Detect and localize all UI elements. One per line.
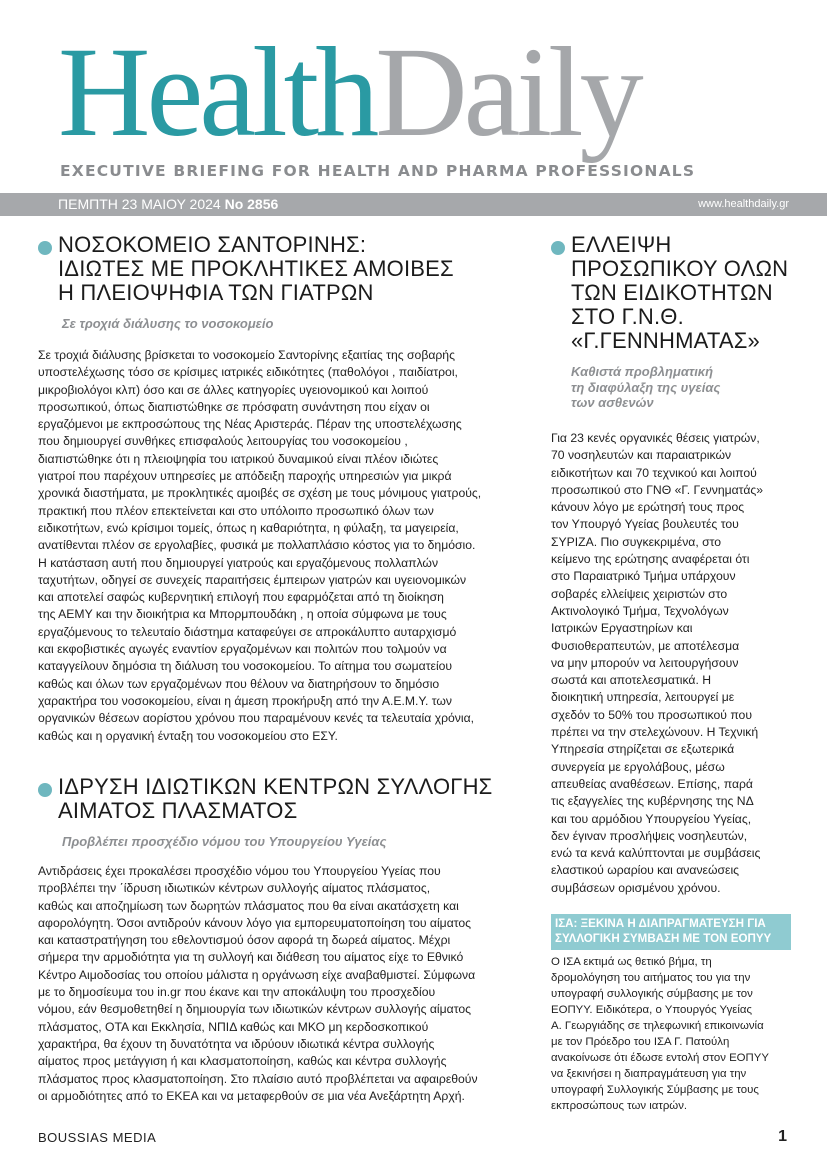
bullet-icon — [38, 241, 52, 255]
bullet-icon — [38, 783, 52, 797]
article-3-title: ΕΛΛΕΙΨΗ ΠΡΟΣΩΠΙΚΟΥ ΟΛΩΝ ΤΩΝ ΕΙΔΙΚΟΤΗΤΩΝ ΣΤΟ Γ.Ν.Θ. «Γ.ΓΕΝΝΗΜΑΤΑΣ» — [571, 232, 789, 353]
issue-number: No 2856 — [224, 196, 279, 212]
article-1-body: Σε τροχιά διάλυσης βρίσκεται το νοσοκομείο Σαντορίνης εξαιτίας της σοβαρής υποστελέχωσης τόσο σε κρίσιμες ιατρικές ειδικότητες (παθολόγοι , παιδίατροι, μικροβιολόγοι κλπ) όσο και σε άλλες κατηγορίες υγειονομικού και λοιπού προσωπικού, όπως διαπιστώθηκε σε πρόσφατη συνάντηση που είχαν οι εργαζόμενοι με εκπροσώπους της Νέας Αριστεράς. Πέραν της υποστελέχωσης που δημιουργεί συνθήκες επισφαλούς λειτουργίας του νοσοκομείου , διαπιστώθηκε ότι η πλειοψηφία του ιατρικού δυναμικού είναι πλέον ιδιώτες γιατροί που παρέχουν υπηρεσίες με απόδειξη παροχής υπηρεσιών για μικρά χρονικά διαστήματα, με προκλητικές αμοιβές σε σχέση με τους μόνιμους γιατρούς, πρακτική που πλέον επεκτείνεται και στο υπόλοιπο προσωπικό όλων των ειδικοτήτων, ενώ κρίσιμοι τομείς, όπως η καθαριότητα, η φύλαξη, τα μαγειρεία, ανατίθενται πλέον σε εργολαβίες, φυσικά με πολλαπλάσιο κόστος για το δημόσιο. Η κατάσταση αυτή που δημιουργεί γιατρούς και εργαζόμενους πολλαπλών ταχυτήτων, οδηγεί σε συνεχείς παραιτήσεις έμπειρων γιατρών και υγειονομικών και αποτελεί σαφώς κυβερνητική επιλογή που εφαρμόζεται από τη διοίκηση της ΑΕΜΥ και την διοικήτρια κα Μπορμπουδάκη , η οποία σύμφωνα με τους εργαζόμενους το τελευταίο διάστημα καταφεύγει σε απροκάλυπτο αυταρχισμό και εκφοβιστικές αγωγές εναντίον εργαζομένων και πολιτών που τολμούν να καταγγείλουν δημόσια τη διάλυση του νοσοκομείου. Το αίτημα του σωματείου καθώς και όλων των εργαζομένων που θέλουν να διατηρήσουν το δημόσιο χαρακτήρα του νοσοκομείου, είναι η άμεση προκήρυξη από την Α.Ε.Μ.Υ. των οργανικών θέσεων αορίστου χρόνου που παραμένουν κενές τα τελευταία χρόνια, καθώς και η οργανική ένταξη του νοσοκομείου στο ΕΣΥ. — [38, 348, 482, 743]
issue-date-line — [58, 196, 278, 212]
article-2-title: ΙΔΡΥΣΗ ΙΔΙΩΤΙΚΩΝ ΚΕΝΤΡΩΝ ΣΥΛΛΟΓΗΣ ΑΙΜΑΤΟΣ ΠΛΑΣΜΑΤΟΣ — [58, 774, 493, 823]
article-1-headline — [38, 233, 528, 305]
article-1-subtitle: Σε τροχιά διάλυσης το νοσοκομείο — [62, 316, 274, 331]
issue-date: ΠΕΜΠΤΗ 23 ΜΑΙΟΥ 2024 — [58, 196, 221, 212]
article-3-headline — [551, 233, 821, 353]
sidebox-title: ΙΣΑ: ΞΕΚΙΝΑ Η ΔΙΑΠΡΑΓΜΑΤΕΥΣΗ ΓΙΑ ΣΥΛΛΟΓΙΚΗ ΣΥΜΒΑΣΗ ΜΕ ΤΟΝ ΕΟΠΥΥ — [551, 914, 791, 950]
date-bar — [0, 193, 827, 216]
footer-publisher: BOUSSIAS MEDIA — [38, 1130, 157, 1145]
article-1-title: ΝΟΣΟΚΟΜΕΙΟ ΣΑΝΤΟΡΙΝΗΣ: ΙΔΙΩΤΕΣ ΜΕ ΠΡΟΚΛΗΤΙΚΕΣ ΑΜΟΙΒΕΣ Η ΠΛΕΙΟΨΗΦΙΑ ΤΩΝ ΓΙΑΤΡΩΝ — [58, 232, 454, 305]
site-url[interactable]: www.healthdaily.gr — [698, 198, 789, 210]
tagline: EXECUTIVE BRIEFING FOR HEALTH AND PHARMA PROFESSIONALS — [60, 162, 696, 180]
sidebox-body: Ο ΙΣΑ εκτιμά ως θετικό βήμα, τη δρομολόγηση του αιτήματος του για την υπογραφή συλλογικής σύμβασης με τον ΕΟΠΥΥ. Ειδικότερα, ο Υπουργός Υγείας Α. Γεωργιάδης σε τηλεφωνική επικοινωνία με τον Πρόεδρο του ΙΣΑ Γ. Πατούλη ανακοίνωσε ότι έδωσε εντολή στον ΕΟΠΥΥ να ξεκινήσει η διαπραγμάτευση για την υπογραφή Συλλογικής Σύμβασης με τους εκπροσώπους των ιατρών. — [551, 956, 769, 1112]
article-2-headline — [38, 775, 538, 823]
page-number: 1 — [778, 1128, 787, 1145]
logo-health: Health — [58, 21, 376, 163]
masthead — [58, 21, 818, 163]
article-3-body: Για 23 κενές οργανικές θέσεις γιατρών, 70 νοσηλευτών και παραιατρικών ειδικοτήτων και 70 τεχνικού και λοιπού προσωπικού στο ΓΝΘ «Γ. Γεννηματάς» κάνουν λόγο με ερώτησή τους προς τον Υπουργό Υγείας βουλευτές του ΣΥΡΙΖΑ. Πιο συγκεκριμένα, στο κείμενο της ερώτησης αναφέρεται ότι στο Παραιατρικό Τμήμα υπάρχουν σοβαρές ελλείψεις χειριστών στο Ακτινολογικό Τμήμα, Τεχνολόγων Ιατρικών Εργαστηρίων και Φυσιοθεραπευτών, με αποτέλεσμα να μην μπορούν να λειτουργήσουν σωστά και αποτελεσματικά. Η διοικητική υπηρεσία, λειτουργεί με σχεδόν το 50% του προσωπικού που πρέπει να την στελεχώνουν. Η Τεχνική Υπηρεσία στηρίζεται σε εξωτερικά συνεργεία με εργολάβους, μέσω απευθείας αναθέσεων. Επίσης, παρά τις εξαγγελίες της κυβέρνησης της ΝΔ και του αρμόδιου Υπουργείου Υγείας, δεν έγιναν προσλήψεις νοσηλευτών, ενώ τα κενά καλύπτονται με συμβάσεις ελαστικού ωραρίου και ανανεώσεις συμβάσεων ορισμένου χρόνου. — [551, 431, 764, 895]
article-2-subtitle: Προβλέπει προσχέδιο νόμου του Υπουργείου Υγείας — [62, 834, 387, 849]
logo — [58, 21, 640, 163]
bullet-icon — [551, 241, 565, 255]
article-2-body: Αντιδράσεις έχει προκαλέσει προσχέδιο νόμου του Υπουργείου Υγείας που προβλέπει την ΄ίδρυση ιδιωτικών κέντρων συλλογής αίματος πλάσματος, καθώς και αποζημίωση των δωρητών πλάσματος που θα είναι ακατάσχετη και αφορολόγητη. Όσοι αντιδρούν κάνουν λόγο για εμπορευματοποίηση του αίματος και καταστρατήγηση του εθελοντισμού όσον αφορά τη δωρεά αίματος. Μέχρι σήμερα την αρμοδιότητα για τη συλλογή και διάθεση του αίματος είχε το Εθνικό Κέντρο Αιμοδοσίας του οποίου μάλιστα η οργάνωση είχε αναβαθμιστεί. Σύμφωνα με το δημοσίευμα του in.gr που έκανε και την αποκάλυψη του προσχεδίου νόμου, εάν θεσμοθετηθεί η δημιουργία των ιδιωτικών κέντρων συλλογής αίματος πλάσματος, ΟΤΑ και Εκκλησία, ΝΠΙΔ καθώς και ΜΚΟ μη κερδοσκοπικού χαρακτήρα, θα έχουν τη δυνατότητα να ιδρύουν ιδιωτικά κέντρα συλλογής αίματος προς μετάγγιση ή και κλασματοποίηση, καθώς και κέντρα συλλογής πλάσματος προς κλασματοποίηση. Στο πλαίσιο αυτό προβλέπεται να αφαιρεθούν οι αρμοδιότητες από το ΕΚΕΑ και να μεταφερθούν σε μια νέα Ανεξάρτητη Αρχή. — [38, 864, 478, 1103]
article-3-subtitle: Καθιστά προβληματική τη διαφύλαξη της υγείας των ασθενών — [571, 364, 721, 410]
logo-daily: Daily — [375, 21, 640, 163]
